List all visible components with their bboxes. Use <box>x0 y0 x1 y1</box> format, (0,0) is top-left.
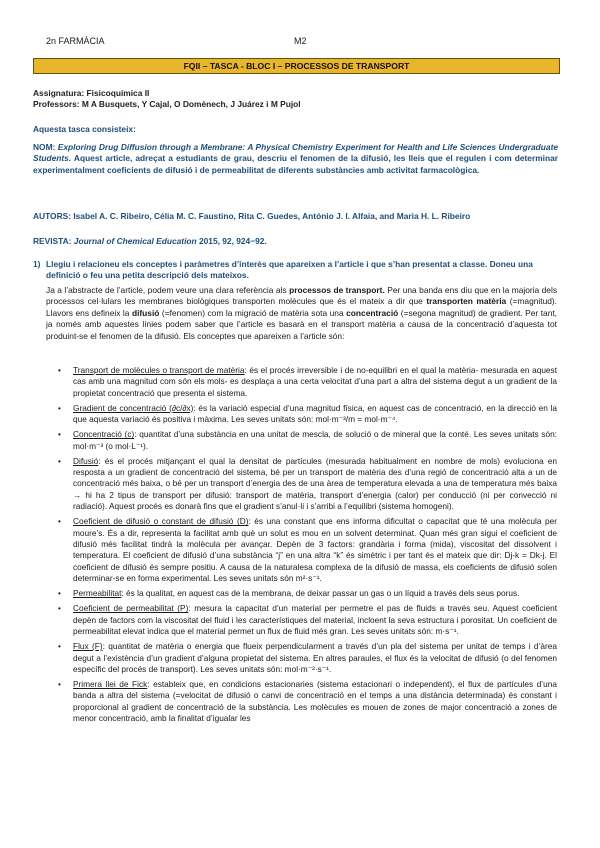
concept-description: : és el procés mitjançant el qual la densitat de partícules (mesurada habitualment en nombre de mols) evoluciona en resposta a un gradient de concentració del sistema, bé per un transport de matèria des d’una regió de concentració alta a un de concentració més baixa, o bé per un transport d’energia des de una àrea de temperatura elevada a una de temperatura més baixa → hi ha 2 tipus de transport per difusió: transport de matèria, transport d’energia (calor) per conducció (ni per convecció ni radiació). Aquest procés es donarà fins que el gradient s’anul·li i s’arribi a l’equilibri (sistema homogeni). <box>73 455 557 512</box>
question-1 <box>33 259 558 282</box>
answer-paragraph <box>46 285 557 342</box>
concept-description: : és la variació especial d’una magnitud física, en aquest cas de concentració, en la direcció en la que aquesta variació és positiva i màxima. Les seves unitats són: mol·m⁻³/m = mol·m⁻⁴. <box>73 402 557 425</box>
answer-keyword: transporten matèria <box>426 296 507 307</box>
professors-line: Professors: M A Busquets, Y Cajal, O Domènech, J Juárez i M Pujol <box>33 99 301 110</box>
concept-term: Difusió <box>73 455 99 466</box>
article-title: Exploring Drug Diffusion through a Membrane: A Physical Chemistry Experiment for Health and Life Sciences Undergraduate Students. <box>33 142 559 164</box>
journal-reference: 2015, 92, 924−92. <box>198 236 267 246</box>
concept-term: Primera llei de Fick <box>73 678 148 689</box>
article-authors: AUTORS: Isabel A. C. Ribeiro, Célia M. C. Faustino, Rita C. Guedes, António J. I. Alfaia, and Maria H. L. Ribeiro <box>33 211 471 221</box>
concept-term: Concentració (c) <box>73 429 135 440</box>
list-item <box>58 429 557 452</box>
list-item <box>58 365 557 399</box>
course-label: 2n FARMÀCIA <box>46 36 105 46</box>
list-item <box>58 456 557 513</box>
question-number: 1) <box>33 259 41 269</box>
answer-text: Per una banda ens diu que en la majoria dels processos cel·lulars les membranes biològiques transporten molècules que és el mateix a dir que <box>46 285 558 307</box>
concept-term: Transport de molècules o transport de matèria <box>73 365 245 375</box>
title-banner: FQII – TASCA - BLOC I – PROCESSOS DE TRANSPORT <box>33 58 560 74</box>
concept-description: : quantitat de matèria o energia que flueix perpendicularment a través d’un pla del sistema per unitat de temps i d’àrea degut a l’existència d’un gradient d’alguna propietat del sistema. En altres paraules, el flux és la velocitat de difusió (o del fenomen específic del procés de transport). Les seves unitats són: mol·m⁻²·s⁻¹. <box>73 641 557 674</box>
subject-line: Assignatura: Fisicoquímica II <box>33 88 150 98</box>
list-item <box>58 403 557 426</box>
module-label: M2 <box>294 36 307 46</box>
question-text: Llegiu i relacioneu els conceptes i paràmetres d’interès que apareixen a l’article i que s’han presentat a classe. Doneu una definició o feu una petita descripció dels mateixos. <box>46 259 533 281</box>
list-item <box>58 603 557 637</box>
revista-label: REVISTA: <box>33 236 72 246</box>
article-name <box>33 142 558 176</box>
answer-text: (=fenomen) com la migració de matèria sota una <box>161 307 344 318</box>
answer-text: (=segona magnitud) de gradient. Per tant, ja només amb aquestes línies podem saber que l’article es basarà en el transport matèria a causa de la concentració d’aquesta tot produint-se el fenomen de la difusió. Els conceptes que apareixen a l’article són: <box>46 307 557 341</box>
task-intro: Aquesta tasca consisteix: <box>33 124 136 134</box>
concept-term: Flux (F) <box>73 641 103 652</box>
concept-description: : és el procés irreversible i de no-equilibri en el qual la matèria- mesurada en aquest cas amb una magnitud com són els mols- es desplaça a una certa velocitat d’una part a altra del sistema degut a un gradient de la propietat concentració que presenta el sistema. <box>73 365 558 398</box>
article-journal <box>33 236 558 247</box>
answer-text: (=magnitud). Llavors ens defineix la <box>46 296 557 318</box>
list-item <box>58 679 557 725</box>
answer-keyword: processos de transport. <box>289 285 385 295</box>
concept-description: : quantitat d’una substància en una unitat de mescla, de solució o de mineral que la conté. Les seves unitats són: mol·m⁻³ (o mol·L⁻¹). <box>73 429 557 451</box>
answer-keyword: concentració <box>346 307 399 318</box>
journal-name: Journal of Chemical Education <box>73 236 197 246</box>
concept-term: Coeficient de permeabilitat (P) <box>73 603 189 614</box>
nom-label: NOM: <box>33 142 56 152</box>
concept-description: : és una constant que ens informa dificultat o capacitat que té una molècula per moure’s. És a dir, representa la facilitat amb què un solut es mou en un solvent determinat. Quan més gran sigui el coeficient de difusió més facilitat tindrà la molècula per avançar. Depèn de 3 factors: grandària i forma (mida), viscositat del dissolvent i temperatura. El coeficient de difusió d’una substància “j” en una altra “k” és simètric i per tant és el mateix que dir: Dj-k = Dk-j. El coeficient de difusió és sempre positiu. A causa de la naturalesa complexa de la difusió de massa, els coeficients de difusió solen determinar-se en forma experimental. Les seves unitats són m²·s⁻¹. <box>73 516 557 584</box>
concept-term: Permeabilitat <box>73 588 122 599</box>
list-item <box>58 516 557 584</box>
answer-keyword: difusió <box>131 307 160 318</box>
concept-term: Coeficient de difusió o constant de difusió (D) <box>73 516 249 527</box>
course-meta <box>33 88 558 111</box>
article-description: Aquest article, adreçat a estudiants de grau, descriu el fenomen de la difusió, les lleis que el regulen i com determinar experimentalment coeficients de difusió i de permeabilitat de diferents substàncies amb activitat farmacològica. <box>33 153 559 175</box>
concept-description: : mesura la capacitat d’un material per permetre el pas de fluids a través seu. Aquest coeficient depèn de factors com la viscositat del fluid i les característiques del material, incloent la seva estructura i porositat. Un coeficient de permeabilitat elevat indica que el material permet un flux de fluid més gran. Les seves unitats són: m·s⁻¹. <box>73 603 557 637</box>
concept-list <box>58 365 557 728</box>
concept-description: : estableix que, en condicions estacionaries (sistema estacionari o independent), el flux de partícules d’una banda a altra del sistema (=velocitat de difusió o canvi de concentració en el temps a una distància determinada) és constant i proporcional al gradient de concentració de la substància. Les molècules es mouen de zones de major concentració a zones de menor concentració, amb la finalitat d’igualar les <box>73 678 557 724</box>
concept-term: Gradient de concentració (∂c/∂x) <box>73 402 194 413</box>
list-item <box>58 641 557 675</box>
list-item <box>58 588 557 599</box>
concept-description: : és la qualitat, en aquest cas de la membrana, de deixar passar un gas o un líquid a través dels seus porus. <box>121 588 520 599</box>
answer-text: Ja a l’abstracte de l’article, podem veure una clara referència als <box>46 285 287 295</box>
